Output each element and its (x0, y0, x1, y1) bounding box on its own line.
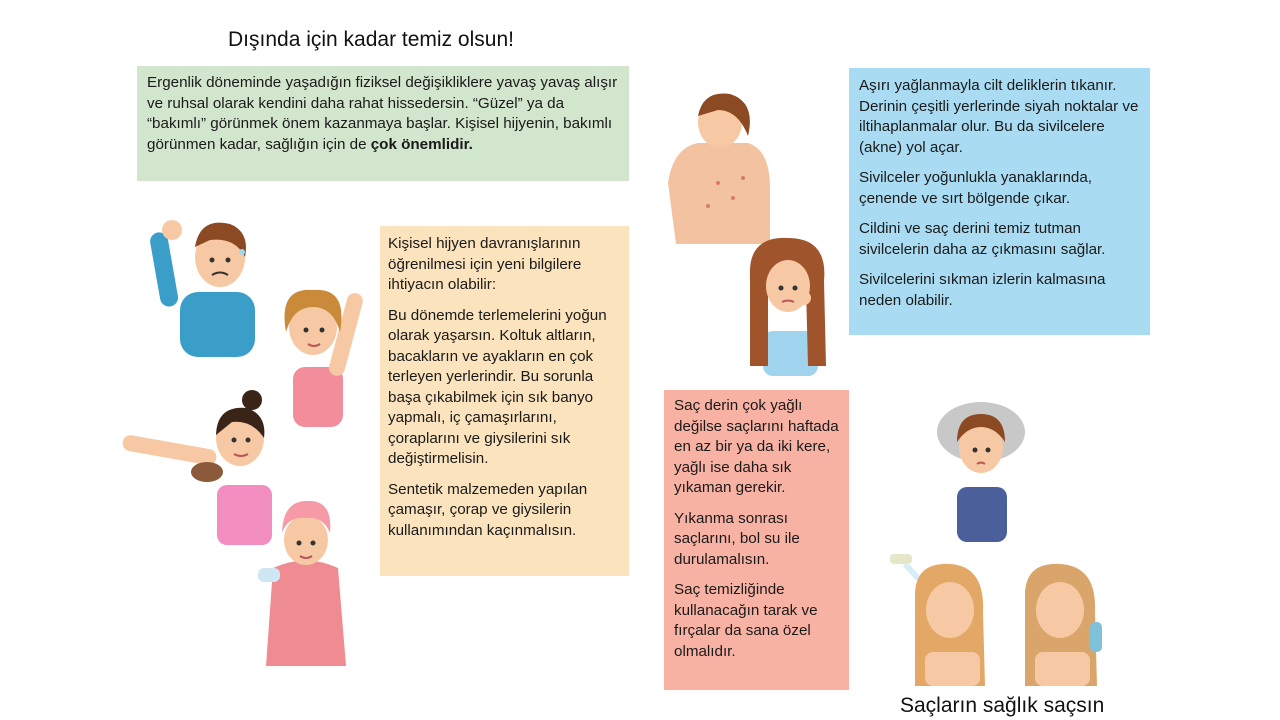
acne-paragraph-4: Sivilcelerini sıkman izlerin kalmasına neden olabilir. (859, 271, 1106, 309)
acne-info-box (849, 68, 1150, 335)
back-acne-illustration (658, 88, 773, 244)
bathrobe-girl-illustration (258, 498, 353, 668)
sweat-paragraph-3: Sentetik malzemeden yapılan çamaşır, çorap ve giysilerin kullanımından kaçınmalısın. (388, 480, 588, 539)
hair-washing-girls-illustration (885, 552, 1117, 686)
bathing-girl-illustration (122, 390, 272, 545)
hair-paragraph-3: Saç temizliğinde kullanacağın tarak ve fırçalar da sana özel olmalıdır. (674, 581, 818, 660)
hair-paragraph-2: Yıkanma sonrası saçlarını, bol su ile durulamalısın. (674, 509, 800, 568)
acne-paragraph-1: Aşırı yağlanmayla cilt deliklerin tıkanır. Derinin çeşitli yerlerinde siyah noktalar ve iltihaplanmalar olur. Bu da sivilcelere (akne) yol açar. (859, 77, 1139, 156)
sweating-boy-illustration (150, 212, 260, 357)
sweat-paragraph-1: Kişisel hijyen davranışlarının öğrenilmesi için yeni bilgilere ihtiyacın olabilir: (388, 235, 582, 293)
sweat-paragraph-2: Bu dönemde terlemelerini yoğun olarak yaşarsın. Koltuk altların, bacakların ve ayakların en çok terleyen yerlerindir. Bu sorunla başa çıkabilmek için sık banyo yapmalı, iç çamaşırlarını, çoraplarını ve giysilerini sık değiştirmelisin. (388, 306, 607, 467)
pimple-girl-illustration (738, 236, 838, 376)
page-title: Dışında için kadar temiz olsun! (228, 28, 514, 51)
acne-paragraph-2: Sivilceler yoğunlukla yanaklarında, çenende ve sırt bölgende çıkar. (859, 169, 1093, 207)
intro-bold-text: çok önemlidir. (370, 135, 473, 153)
hair-care-box (664, 390, 849, 690)
messy-hair-girl-illustration (935, 392, 1027, 542)
armpit-girl-illustration (268, 282, 368, 427)
acne-paragraph-3: Cildini ve saç derini temiz tutman sivilcelerin daha az çıkmasını sağlar. (859, 220, 1106, 258)
intro-text: Ergenlik döneminde yaşadığın fiziksel değişikliklere yavaş yavaş alışır ve ruhsal olarak kendini daha rahat hissedersin. “Güzel” ya da “bakımlı” görünmek önem kazanmaya başlar. Kişisel hijyenin, bakımlı görünmen kadar, sağlığın için de (147, 74, 618, 153)
hair-section-title: Saçların sağlık saçsın (900, 694, 1105, 717)
intro-text-box (137, 66, 629, 181)
sweat-hygiene-box (380, 226, 629, 576)
hair-paragraph-1: Saç derin çok yağlı değilse saçlarını haftada en az bir ya da iki kere, yağlı ise daha sık yıkaman gerekir. (674, 397, 839, 496)
